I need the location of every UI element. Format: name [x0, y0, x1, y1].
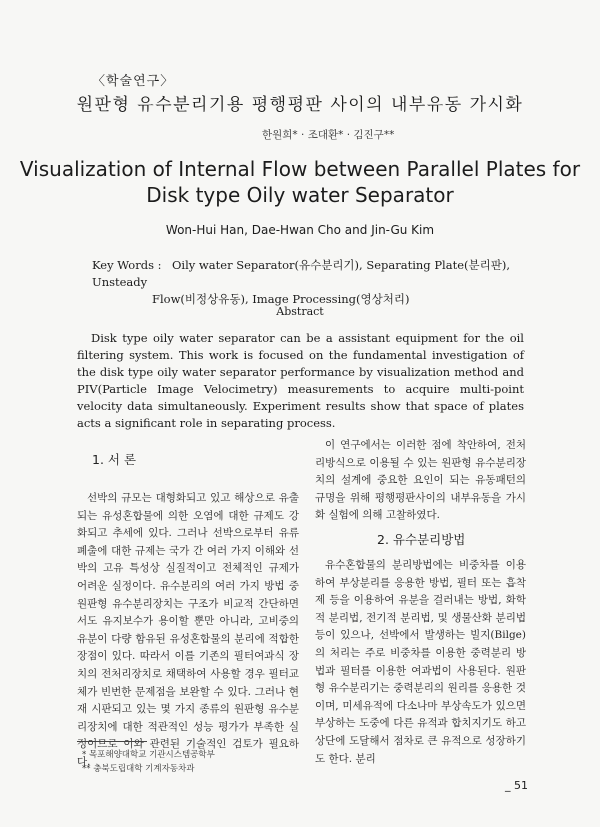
authors-english: Won-Hui Han, Dae-Hwan Cho and Jin-Gu Kim	[165, 223, 435, 237]
section-2-heading: 2. 유수분리방법	[377, 532, 466, 547]
section-1-heading: 1. 서 론	[92, 452, 137, 467]
abstract-body	[77, 330, 524, 432]
title-english	[0, 156, 600, 208]
page-number: _ 51	[505, 779, 528, 792]
title-english-line2: Disk type Oily water Separator	[146, 183, 454, 207]
right-intro-text: 이 연구에서는 이러한 점에 착안하여, 전처리방식으로 이용될 수 있는 원판형 유수분리장치의 설계에 중요한 요인이 되는 유동패턴의 규명을 위해 평행평판사이의 내부유동을 가시화 실험에 의해 고찰하였다.	[315, 439, 526, 522]
footnotes	[82, 748, 302, 776]
footnote-1: * 목포해양대학교 기관시스템공학부	[82, 750, 215, 760]
abstract-heading: Abstract	[276, 305, 324, 318]
abstract-text: Disk type oily water separator can be a assistant equipment for the oil filtering system. This work is focused on the fundamental investigation of the disk type oily water separator performance by visualization method and PIV(Particle Image Velocimetry) measurements to acquire multi-point velocity data simultaneously. Experiment results show that space of plates acts a significant role in separating process.	[77, 331, 524, 430]
footnote-divider	[77, 741, 147, 742]
keywords-label: Key Words :	[92, 258, 162, 272]
title-english-line1: Visualization of Internal Flow between Parallel Plates for	[19, 157, 581, 181]
section-2-body	[315, 557, 526, 768]
keywords	[92, 257, 522, 308]
section-2-text: 유수혼합물의 분리방법에는 비중차를 이용하여 부상분리를 응용한 방법, 필터 또는 흡착제 등을 이용하여 유분을 걸러내는 방법, 화학적 분리법, 전기적 분리법, 및 생물산화 분리법 등이 있으나, 선박에서 발생하는 빌지(Bilge)의 처리는 주로 비중차를 이용한 중력분리 방법과 필터를 이용한 여과법이 사용된다. 원판형 유수분리기는 중력분리의 원리를 응용한 것이며, 미세유적에 다소나마 부상속도가 있으면 부상하는 도중에 다른 유적과 합치지기도 하고 상단에 도달해서 점차로 큰 유적으로 성장하기도 한다. 분리	[315, 559, 526, 765]
footnote-2: ** 충북도립대학 기계자동차과	[82, 764, 195, 774]
authors-korean: 한원희* · 조대환* · 김진구**	[262, 129, 395, 141]
article-category: 〈학술연구〉	[92, 74, 175, 89]
section-1-text: 선박의 규모는 대형화되고 있고 해상으로 유출되는 유성혼합물에 의한 오염에 대한 규제도 강화되고 추세에 있다. 그러나 선박으로부터 유류폐출에 대한 규제는 국가 간 여러 가지 이해와 선박의 고유 특성상 실질적이고 전체적인 규제가 어려운 실정이다. 유수분리의 여러 가지 방법 중 원판형 유수분리장치는 구조가 비교적 간단하면서도 유지보수가 용이할 뿐만 아니라, 고비중의 유분이 다량 함유된 유성혼합물의 분리에 적합한 장점이 있다. 따라서 이를 기존의 필터여과식 장치의 전처리장치로 채택하여 사용할 경우 필터교체가 빈번한 문제점을 보완할 수 있다. 그러나 현재 시판되고 있는 몇 가지 종류의 원판형 유수분리장치에 대한 적관적인 성능 평가가 부족한 실정이므로 이와 관련된 기술적인 검토가 필요하다.	[77, 492, 299, 768]
keywords-line2: Flow(비정상유동), Image Processing(영상처리)	[152, 292, 410, 306]
section-1-body	[77, 490, 299, 772]
title-korean: 원판형 유수분리기용 평행평판 사이의 내부유동 가시화	[76, 95, 524, 115]
right-column-intro	[315, 437, 526, 525]
keywords-line1: Oily water Separator(유수분리기), Separating Plate(분리판), Unsteady	[92, 258, 510, 289]
